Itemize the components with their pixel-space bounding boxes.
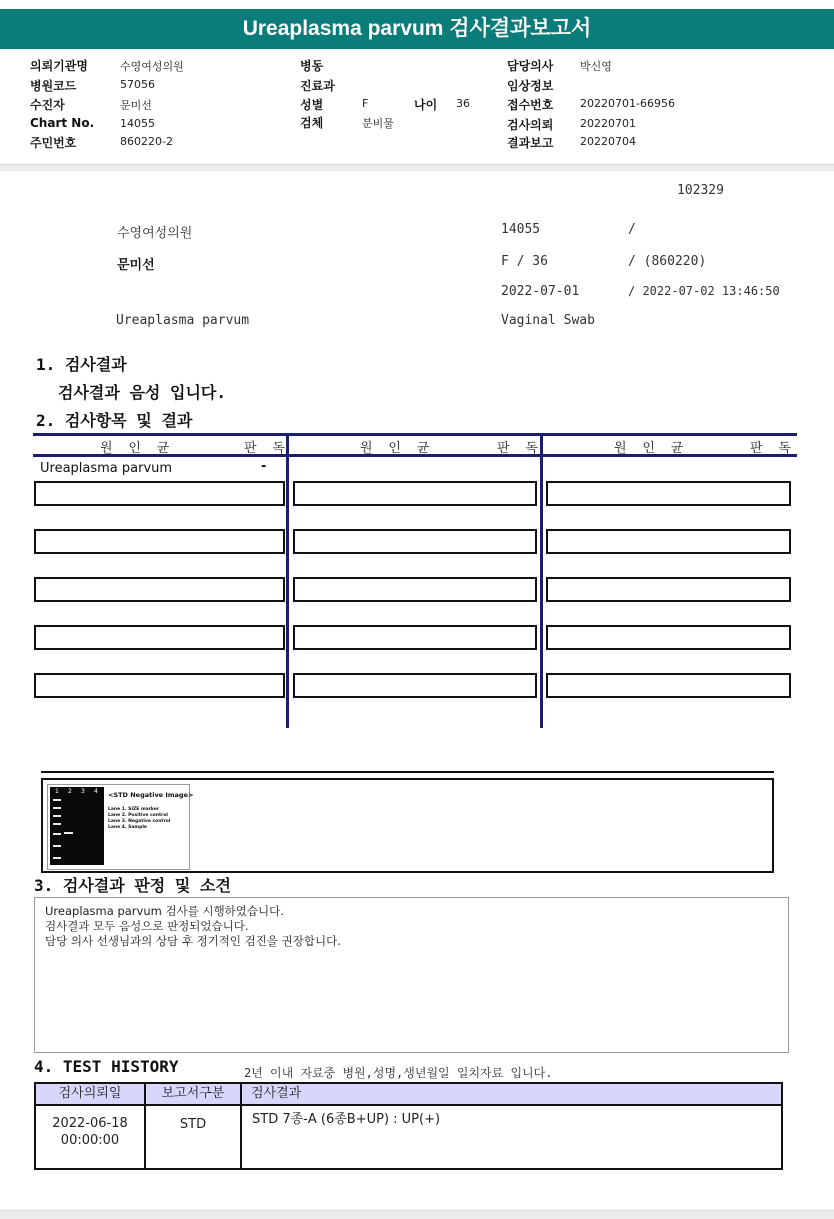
lane-legend: Lane 1. SIZE marker [108,807,160,812]
summary-slash: / [628,222,636,237]
grid-divider-2 [540,433,543,728]
clinical-info-label: 임상정보 [507,79,554,93]
receipt-no-label: 접수번호 [507,98,554,112]
lane-number: 2 [68,788,72,795]
result-cell [293,577,537,602]
gel-band [53,823,61,825]
lane-number: 1 [55,788,59,795]
report-code: 102329 [677,183,724,198]
hospital-code-label: 병원코드 [30,79,77,93]
report-title: Ureaplasma parvum 검사결과보고서 [0,9,834,49]
lane-number: 4 [94,788,98,795]
remarks-box [34,897,789,1053]
section1-result-text: 검사결과 음성 입니다. [58,383,227,402]
specimen-label: 검체 [300,116,324,130]
patient-value: 문미선 [120,99,152,112]
result-cell [34,673,285,698]
col3-judgement-header: 판 독 [750,441,795,456]
resident-no-value: 860220-2 [120,135,173,148]
col1-judgement-header: 판 독 [244,441,289,456]
summary-specimen: Vaginal Swab [501,313,595,328]
gel-band [64,832,73,834]
gel-band [53,807,61,809]
result-cell [293,625,537,650]
hospital-code-value: 57056 [120,78,155,91]
col3-pathogen-header: 원 인 균 [614,441,688,456]
summary-birth: / (860220) [628,254,707,269]
history-result-cell [242,1106,781,1168]
hospital-name-value: 수영여성의원 [120,60,184,73]
request-date-label: 검사의뢰 [507,118,554,132]
gel-band [53,845,61,847]
age-label: 나이 [414,98,438,112]
section2-heading: 2. 검사항목 및 결과 [36,411,193,430]
history-date-cell [36,1106,146,1168]
history-date: 2022-06-18 [52,1116,128,1131]
gel-band [53,815,61,817]
remark-line: 검사결과 모두 음성으로 판정되었습니다. [45,919,249,933]
remark-line: Ureaplasma parvum 검사를 시행하였습니다. [45,904,284,918]
history-time: 00:00:00 [60,1133,120,1148]
summary-hospital: 수영여성의원 [117,226,193,241]
doctor-value: 박신영 [580,60,612,73]
history-col-type: 보고서구분 [146,1084,242,1106]
col2-judgement-header: 판 독 [497,441,542,456]
summary-chart-no: 14055 [501,222,541,237]
result-cell [34,625,285,650]
section1-heading: 1. 검사결과 [36,355,127,374]
lane-legend: Lane 2. Positive control [108,813,168,818]
sex-value: F [362,97,369,110]
lane-legend: Lane 3. Negative control [108,819,171,824]
gel-band [53,857,61,859]
remark-line: 담당 의사 선생님과의 상담 후 정기적인 검진을 권장합니다. [45,934,341,948]
result-cell [34,577,285,602]
lane-number: 3 [81,788,85,795]
dept-label: 진료과 [300,79,335,93]
bottom-band [0,1209,834,1219]
result-cell [546,673,791,698]
history-type-cell [146,1106,242,1168]
history-note: 2년 이내 자료중 병원,성명,생년월일 일치자료 입니다. [244,1066,553,1080]
grid-divider-1 [286,433,289,728]
hospital-name-label: 의뢰기관명 [30,59,88,73]
item-pathogen-name: Ureaplasma parvum [40,461,173,476]
gel-band [53,833,61,835]
section3-heading: 3. 검사결과 판정 및 소견 [34,876,231,895]
gel-electrophoresis-image [50,787,104,865]
result-cell [546,625,791,650]
chart-no-label: Chart No. [30,116,95,130]
separator-band [0,165,834,171]
summary-receive-date: 2022-07-01 [501,284,580,299]
report-date-label: 결과보고 [507,136,554,150]
result-cell [546,529,791,554]
summary-test-name: Ureaplasma parvum [116,313,250,328]
section4-heading: 4. TEST HISTORY [34,1057,179,1076]
col2-pathogen-header: 원 인 균 [360,441,434,456]
history-col-date: 검사의뢰일 [36,1084,146,1106]
gel-image-panel [41,778,774,873]
gel-image-title: <STD Negative Image> [108,791,194,799]
chart-no-value: 14055 [120,117,155,130]
result-cell [293,481,537,506]
result-cell [546,577,791,602]
sex-label: 성별 [300,98,324,112]
lane-legend: Lane 4. Sample [108,825,147,830]
patient-label: 수진자 [30,98,65,112]
summary-report-datetime: / 2022-07-02 13:46:50 [628,284,780,298]
grid-top-line [33,433,797,436]
receipt-no-value: 20220701-66956 [580,97,675,110]
gel-image-card [47,784,194,870]
doctor-label: 담당의사 [507,59,554,73]
result-cell [34,481,285,506]
col1-pathogen-header: 원 인 균 [100,441,174,456]
image-divider [41,771,774,773]
history-type: STD [179,1117,207,1132]
age-value: 36 [456,97,470,110]
ward-label: 병동 [300,59,324,73]
specimen-value: 분비물 [362,117,394,130]
summary-sex-age: F / 36 [501,254,548,269]
summary-patient: 문미선 [117,258,155,273]
gel-band [53,799,61,801]
header-info [0,49,834,165]
result-cell [293,673,537,698]
resident-no-label: 주민번호 [30,136,77,150]
history-table [34,1082,783,1170]
result-cell [546,481,791,506]
result-cell [293,529,537,554]
item-result: - [261,459,267,474]
history-result: STD 7종-A (6종B+UP) : UP(+) [252,1112,441,1127]
history-col-result: 검사결과 [242,1084,781,1106]
result-cell [34,529,285,554]
request-date-value: 20220701 [580,117,636,130]
report-date-value: 20220704 [580,135,636,148]
